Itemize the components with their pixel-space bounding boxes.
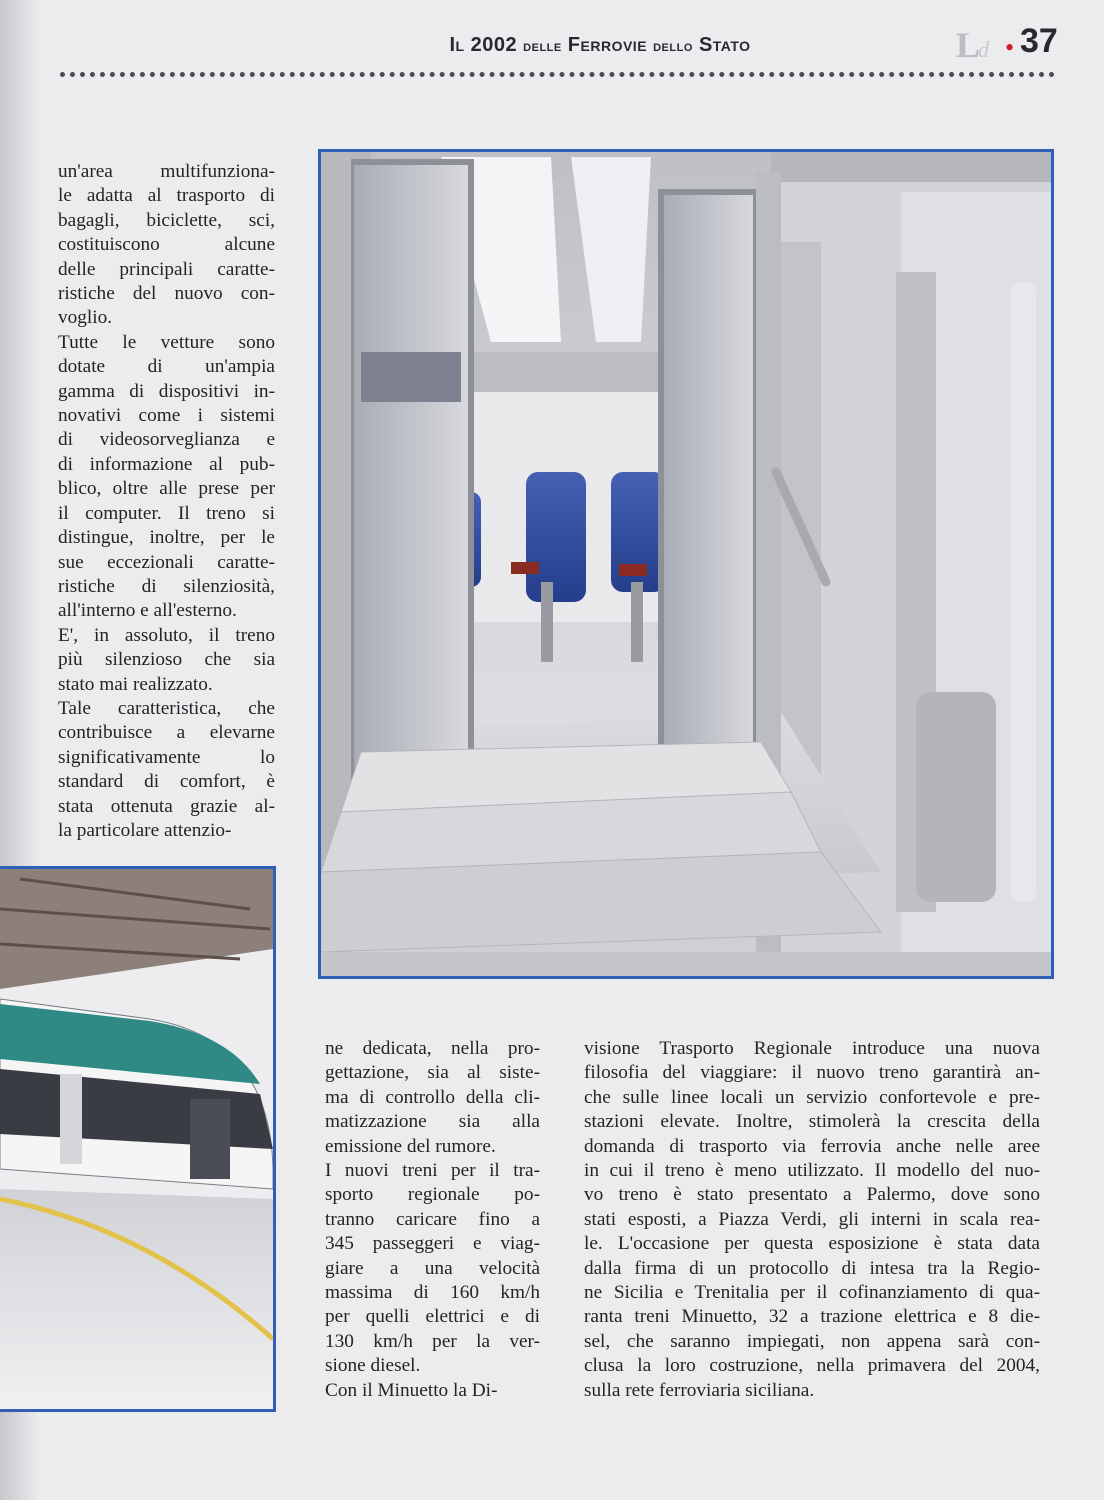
text-line: sporto regionale po- (325, 1184, 540, 1206)
text-line: ma di controllo della cli- (325, 1086, 540, 1108)
text-line: sione diesel. (325, 1355, 421, 1377)
text-line: un'area multifunziona- (58, 161, 275, 182)
text-line: ne Sicilia e Trenitalia per il cofinanziamento di qua- (584, 1282, 1040, 1304)
text-line: Con il Minuetto la Di- (325, 1379, 498, 1401)
magazine-logo (956, 24, 987, 66)
text-line: ristiche del nuovo con- (58, 283, 275, 305)
text-line: delle principali caratte- (58, 258, 275, 280)
text-line: emissione del rumore. (325, 1135, 496, 1157)
red-bullet-icon: • (1005, 33, 1015, 62)
text-line: I nuovi treni per il tra- (325, 1160, 540, 1182)
text-line: 130 km/h per la ver- (325, 1330, 540, 1352)
text-line: vo treno è stato presentato a Palermo, dove sono (584, 1184, 1040, 1206)
text-line: ne dedicata, nella pro- (325, 1038, 540, 1059)
logo-letter: L (956, 25, 979, 65)
text-line: stata ottenuta grazie al- (58, 795, 275, 817)
text-line: gamma di dispositivi in- (58, 380, 275, 402)
header-title-word1: Ferrovie (567, 34, 648, 56)
text-line: ristiche di silenziosità, (58, 575, 275, 597)
text-line: il computer. Il treno si (58, 502, 275, 524)
text-line: sulla rete ferroviaria siciliana. (584, 1379, 815, 1401)
header-title-word2: Stato (698, 34, 751, 56)
text-line: di videosorveglianza e (58, 429, 275, 451)
text-line: che sulle linee locali un servizio confortevole e pre- (584, 1086, 1040, 1108)
text-line: significativamente lo (58, 746, 275, 768)
text-line: costituiscono alcune (58, 234, 275, 256)
text-line: voglio. (58, 307, 113, 329)
page-number: 37 (1020, 22, 1058, 60)
text-column-left (58, 160, 275, 843)
text-line: standard di comfort, è (58, 771, 275, 793)
text-line: Tutte le vetture sono (58, 331, 275, 353)
running-header (300, 34, 900, 57)
text-line: per quelli elettrici e di (325, 1306, 540, 1328)
text-line: novativi come i sistemi (58, 405, 275, 427)
text-line: massima di 160 km/h (325, 1282, 540, 1304)
text-line: ranta treni Minuetto, 32 a trazione elettrica e 8 die- (584, 1306, 1040, 1328)
text-line: sue eccezionali caratte- (58, 551, 275, 573)
text-column-right (584, 1037, 1040, 1403)
minuetto-train-exterior-photo (0, 866, 276, 1412)
text-line: giare a una velocità (325, 1257, 540, 1279)
text-line: Tale caratteristica, che (58, 697, 275, 719)
text-line: la particolare attenzio- (58, 819, 232, 841)
text-line: dotate di un'ampia (58, 356, 275, 378)
text-line: filosofia del viaggiare: il nuovo treno garantirà an- (584, 1062, 1040, 1084)
text-line: domanda di trasporto via ferrovia anche nelle aree (584, 1135, 1040, 1157)
text-line: le. L'occasione per questa esposizione è stata data (584, 1233, 1040, 1255)
text-line: stato mai realizzato. (58, 673, 213, 695)
header-dotted-rule (60, 72, 1055, 77)
header-title-small: delle (523, 38, 562, 55)
text-line: distingue, inoltre, per le (58, 527, 275, 549)
text-line: tranno caricare fino a (325, 1208, 540, 1230)
text-line: blico, oltre alle prese per (58, 478, 275, 500)
header-title-small2: dello (653, 38, 693, 55)
text-line: dalla firma di un protocollo di intesa tra la Regio- (584, 1257, 1040, 1279)
text-line: stati esposti, a Piazza Verdi, gli interni in scala rea- (584, 1208, 1040, 1230)
text-line: contribuisce a elevarne (58, 722, 275, 744)
text-line: sel, che saranno impiegati, non appena sarà con- (584, 1330, 1040, 1352)
text-line: clusa la loro costruzione, nella primavera del 2004, (584, 1355, 1040, 1377)
text-line: gettazione, sia al siste- (325, 1062, 540, 1084)
header-title-prefix: Il 2002 (449, 34, 518, 56)
train-interior-photo (318, 149, 1054, 979)
text-line: visione Trasporto Regionale introduce una nuova (584, 1038, 1040, 1059)
text-line: matizzazione sia alla (325, 1111, 540, 1133)
text-line: più silenzioso che sia (58, 649, 275, 671)
text-line: bagagli, biciclette, sci, (58, 209, 275, 231)
text-line: 345 passeggeri e viag- (325, 1233, 540, 1255)
text-line: le adatta al trasporto di (58, 185, 275, 207)
text-line: di informazione al pub- (58, 453, 275, 475)
text-line: stazioni elevate. Inoltre, stimolerà la crescita della (584, 1111, 1040, 1133)
text-line: E', in assoluto, il treno (58, 624, 275, 646)
text-line: in cui il treno è meno utilizzato. Il modello del nuo- (584, 1160, 1040, 1182)
text-column-middle (325, 1037, 540, 1403)
text-line: all'interno e all'esterno. (58, 600, 237, 622)
logo-sub-letter: d (978, 37, 988, 62)
